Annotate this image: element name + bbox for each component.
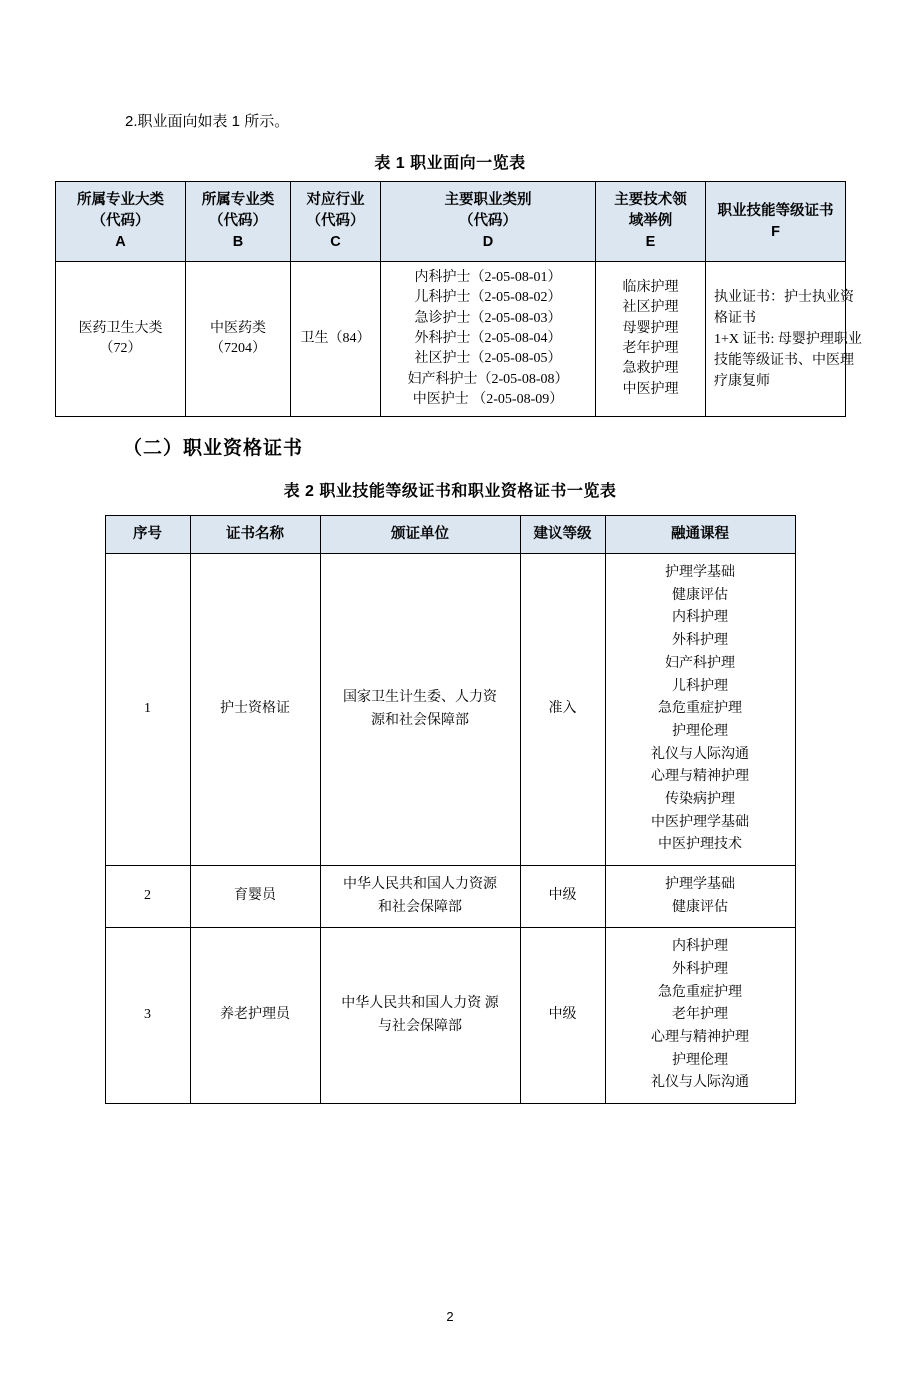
table2-cell-courses: 护理学基础 健康评估 内科护理 外科护理 妇产科护理 儿科护理 急危重症护理 护理伦理 礼仪与人际沟通 心理与精神护理 传染病护理 中医护理学基础 中医护理技术 bbox=[605, 554, 795, 866]
document-page bbox=[0, 110, 900, 1382]
table2-cell-level: 中级 bbox=[520, 865, 605, 927]
table2-cell-issuing-org: 中华人民共和国人力资源 和社会保障部 bbox=[320, 865, 520, 927]
table2-cell-certificate-name: 育婴员 bbox=[190, 865, 320, 927]
table1-cell-tech-fields: 临床护理 社区护理 母婴护理 老年护理 急救护理 中医护理 bbox=[596, 262, 706, 417]
table-row bbox=[105, 554, 795, 866]
intro-paragraph: 2.职业面向如表 1 所示。 bbox=[125, 113, 290, 130]
table2-header-no: 序号 bbox=[105, 516, 190, 554]
table2-cell-no: 2 bbox=[105, 865, 190, 927]
table2-cell-level: 准入 bbox=[520, 554, 605, 866]
table1-header-industry: 对应行业 （代码） C bbox=[291, 182, 381, 262]
table2-cell-certificate-name: 护士资格证 bbox=[190, 554, 320, 866]
table2-header-level: 建议等级 bbox=[520, 516, 605, 554]
table1-header-tech-fields: 主要技术领 域举例 E bbox=[596, 182, 706, 262]
table2-cell-issuing-org: 中华人民共和国人力资 源与社会保障部 bbox=[320, 928, 520, 1104]
table1-header-major-category: 所属专业大类 （代码） A bbox=[56, 182, 186, 262]
table2-cell-courses: 护理学基础 健康评估 bbox=[605, 865, 795, 927]
table1-header-row bbox=[56, 182, 846, 262]
table2-cell-no: 3 bbox=[105, 928, 190, 1104]
table1-cell-occupations: 内科护士（2-05-08-01） 儿科护士（2-05-08-02） 急诊护士（2-05-08-03） 外科护士（2-05-08-04） 社区护士（2-05-08-05） 妇产科护士（2-05-08-08） 中医护士 （2-05-08-09） bbox=[381, 262, 596, 417]
table2-cell-level: 中级 bbox=[520, 928, 605, 1104]
table1-header-certificates: 职业技能等级证书 F bbox=[706, 182, 846, 262]
table2-cell-courses: 内科护理 外科护理 急危重症护理 老年护理 心理与精神护理 护理伦理 礼仪与人际沟通 bbox=[605, 928, 795, 1104]
table1-cell-industry: 卫生（84） bbox=[291, 262, 381, 417]
table1-header-occupations: 主要职业类别 （代码） D bbox=[381, 182, 596, 262]
table2-cell-issuing-org: 国家卫生计生委、人力资 源和社会保障部 bbox=[320, 554, 520, 866]
table1-caption: 表 1 职业面向一览表 bbox=[374, 155, 526, 172]
table1-cell-certificates: 执业证书：护士执业资 格证书 1+X 证书: 母婴护理职业 技能等级证书、中医理 疗康复师 bbox=[706, 262, 846, 417]
table-row bbox=[56, 262, 846, 417]
table2-header-courses: 融通课程 bbox=[605, 516, 795, 554]
table2-cell-certificate-name: 养老护理员 bbox=[190, 928, 320, 1104]
table1-header-specialty-category: 所属专业类 （代码） B bbox=[186, 182, 291, 262]
table2-header-certificate-name: 证书名称 bbox=[190, 516, 320, 554]
table-row bbox=[105, 928, 795, 1104]
section-heading: （二）职业资格证书 bbox=[123, 438, 304, 460]
occupation-overview-table bbox=[55, 181, 862, 417]
table2-cell-no: 1 bbox=[105, 554, 190, 866]
table2-header-row bbox=[105, 516, 795, 554]
table1-cell-major-category: 医药卫生大类 （72） bbox=[56, 262, 186, 417]
table2-caption: 表 2 职业技能等级证书和职业资格证书一览表 bbox=[283, 483, 617, 501]
table1-cell-specialty-category: 中医药类 （7204） bbox=[186, 262, 291, 417]
table-row bbox=[105, 865, 795, 927]
certificate-course-table bbox=[105, 515, 796, 1104]
table2-header-issuing-org: 颁证单位 bbox=[320, 516, 520, 554]
page-number: 2 bbox=[446, 1309, 454, 1324]
